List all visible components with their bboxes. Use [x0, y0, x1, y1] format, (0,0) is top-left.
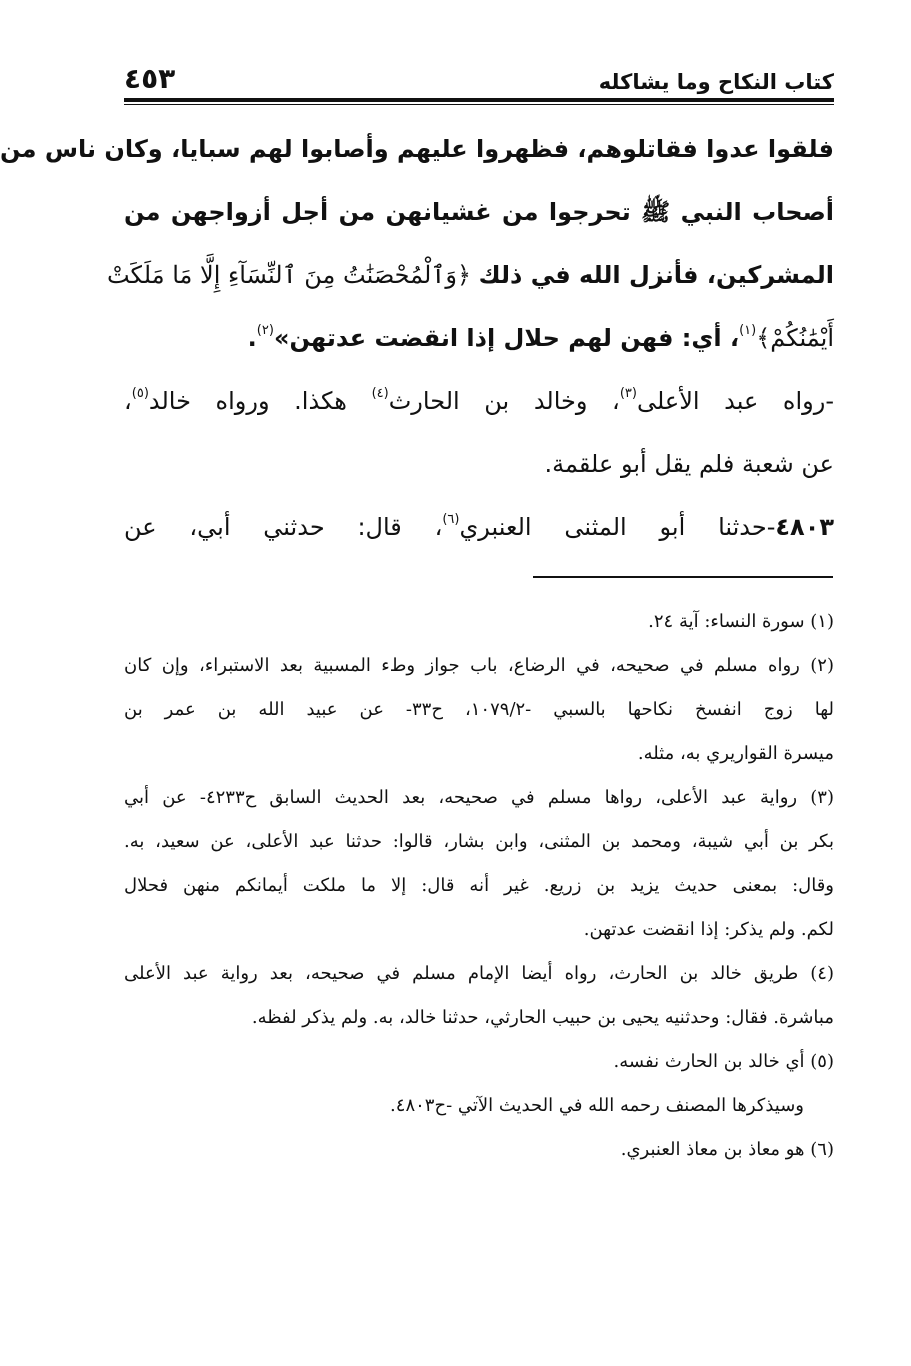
body-line-3-text: المشركين، فأنزل الله في ذلك — [478, 261, 834, 289]
body-line-3 — [106, 244, 834, 307]
footnote-ref-1: (١) — [739, 323, 757, 338]
hadith-number: ٤٨٠٣ — [775, 513, 834, 541]
page-header — [124, 56, 834, 100]
body-line-5 — [124, 370, 834, 433]
footnote-4-line-2: مباشرة. فقال: وحدثنيه يحيى بن حبيب الحارثي، حدثنا خالد، به. ولم يذكر لفظه. — [251, 1007, 834, 1028]
footnote-2-line-3: ميسرة القواريري به، مثله. — [637, 743, 834, 764]
body-line-7-a: -حدثنا أبو المثنى العنبري — [459, 513, 776, 541]
body-line-4-end: . — [247, 324, 257, 352]
body-line-6: عن شعبة فلم يقل أبو علقمة. — [544, 450, 834, 478]
footnote-ref-3: (٣) — [619, 386, 637, 401]
body-line-5-d: ، — [124, 387, 132, 415]
footnote-2-line-2: لها زوج انفسخ نكاحها بالسبي -١٠٧٩/٢، ح٣٣- عن عبيد الله بن عمر بن — [124, 699, 834, 720]
body-line-1: فلقوا عدوا فقاتلوهم، فظهروا عليهم وأصابوا لهم سبايا، وكان ناس من — [0, 135, 834, 163]
footnote-separator — [533, 576, 833, 578]
body-line-5-b: ، وخالد بن الحارث — [388, 387, 620, 415]
body-line-4-text: ، أي: فهن لهم حلال إذا انقضت عدتهن» — [273, 324, 740, 352]
footnote-3-line-3: وقال: بمعنى حديث يزيد بن زريع. غير أنه قال: إلا ما ملكت أيمانكم منهن فحلال — [124, 875, 834, 896]
footnote-ref-5: (٥) — [131, 386, 149, 401]
footnote-5-line-1: (٥) أي خالد بن الحارث نفسه. — [613, 1051, 834, 1072]
footnote-4-line-1: (٤) طريق خالد بن الحارث، رواه أيضا الإمام مسلم في صحيحه، بعد رواية عبد الأعلى — [124, 963, 834, 984]
quran-verse-part-2: أَيْمَٰنُكُمْ﴾ — [756, 324, 834, 352]
footnote-3-line-2: بكر بن أبي شيبة، ومحمد بن المثنى، وابن بشار، قالوا: حدثنا عبد الأعلى، عن سعيد، به. — [124, 831, 834, 852]
body-line-5-c: هكذا. ورواه خالد — [148, 387, 372, 415]
running-title: كتاب النكاح وما يشاكله — [598, 70, 834, 94]
footnote-2-line-1: (٢) رواه مسلم في صحيحه، في الرضاع، باب جواز وطء المسبية بعد الاستبراء، وإن كان — [124, 655, 834, 676]
body-line-4 — [124, 307, 834, 370]
footnote-3-line-1: (٣) رواية عبد الأعلى، رواها مسلم في صحيحه، بعد الحديث السابق ح٤٢٣٣- عن أبي — [124, 787, 834, 808]
body-line-7-b: ، قال: حدثني أبي، عن — [124, 513, 443, 541]
header-rule-thin — [124, 104, 834, 105]
footnote-6: (٦) هو معاذ بن معاذ العنبري. — [620, 1139, 834, 1160]
body-line-5-a: -رواه عبد الأعلى — [636, 387, 835, 415]
quran-verse-part-1: ﴿وَٱلْمُحْصَنَٰتُ مِنَ ٱلنِّسَآءِ إِلَّا مَا مَلَكَتْ — [106, 261, 472, 289]
page-number: ٤٥٣ — [124, 62, 176, 95]
footnote-3-line-4: لكم. ولم يذكر: إذا انقضت عدتهن. — [583, 919, 834, 940]
header-rule-thick — [124, 98, 834, 102]
body-line-7 — [124, 496, 834, 559]
footnote-ref-6: (٦) — [442, 512, 460, 527]
footnote-1: (١) سورة النساء: آية ٢٤. — [648, 611, 834, 632]
footnotes — [124, 600, 834, 1172]
footnote-ref-4: (٤) — [371, 386, 389, 401]
body-line-2: أصحاب النبي ﷺ تحرجوا من غشيانهن من أجل أزواجهن من — [124, 198, 834, 226]
footnote-5-line-2: وسيذكرها المصنف رحمه الله في الحديث الآتي -ح٤٨٠٣. — [390, 1095, 804, 1116]
main-text — [0, 118, 835, 559]
footnote-ref-2: (٢) — [256, 323, 274, 338]
